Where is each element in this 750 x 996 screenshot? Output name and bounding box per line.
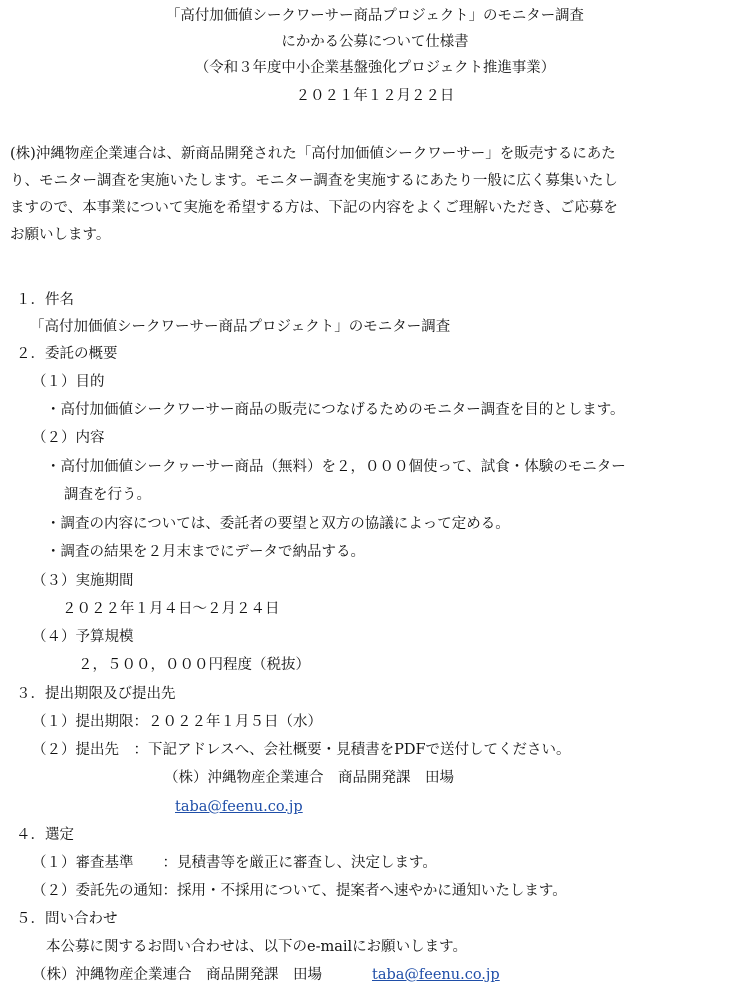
section-2-heading: ２．委託の概要 bbox=[16, 346, 118, 362]
section-5-contact: （株）沖縄物産企業連合 商品開発課 田場 bbox=[32, 967, 322, 983]
section-5-heading: ５．問い合わせ bbox=[16, 911, 118, 927]
section-2-sub-3-heading: （３）実施期間 bbox=[32, 573, 134, 589]
section-2-sub-2-item-3: ・調査の結果を２月末までにデータで納品する。 bbox=[46, 544, 365, 560]
section-3-heading: ３．提出期限及び提出先 bbox=[16, 686, 176, 702]
section-1-heading: １．件名 bbox=[16, 292, 74, 308]
section-2-sub-2-item-2: ・調査の内容については、委託者の要望と双方の協議によって定める。 bbox=[46, 516, 510, 532]
section-4-item-2: （２）委託先の通知：採用・不採用について、提案者へ速やかに通知いたします。 bbox=[32, 883, 567, 899]
intro-line-2: り、モニター調査を実施いたします。モニター調査を実施するにあたり一般に広く募集いたし bbox=[10, 173, 618, 189]
section-3-contact: （株）沖縄物産企業連合 商品開発課 田場 bbox=[164, 770, 454, 786]
section-1-body: 「高付加価値シークワーサー商品プロジェクト」のモニター調査 bbox=[30, 319, 451, 335]
section-5-body: 本公募に関するお問い合わせは、以下のe-mailにお願いします。 bbox=[46, 939, 467, 955]
section-2-sub-3-value: ２０２２年１月４日～２月２４日 bbox=[62, 601, 280, 617]
section-2-sub-4-value: ２，５００，０００円程度（税抜） bbox=[78, 657, 310, 673]
section-2-sub-2-heading: （２）内容 bbox=[32, 430, 105, 446]
document-date: ２０２１年１２月２２日 bbox=[295, 88, 455, 104]
intro-line-4: お願いします。 bbox=[10, 227, 111, 243]
intro-line-1: (株)沖縄物産企業連合は、新商品開発された「高付加価値シークワーサー」を販売するにあた bbox=[10, 146, 616, 162]
section-2-sub-1-item-1: ・高付加価値シークワーサー商品の販売につなげるためのモニター調査を目的とします。 bbox=[46, 402, 625, 418]
section-2-sub-2-item-1-line-2: 調査を行う。 bbox=[64, 487, 151, 503]
section-3-email-link[interactable]: taba@feenu.co.jp bbox=[175, 799, 303, 815]
section-2-sub-1-heading: （１）目的 bbox=[32, 374, 105, 390]
section-3-item-1: （１）提出期限：２０２２年１月５日（水） bbox=[32, 714, 322, 730]
title-line-1: 「高付加価値シークワーサー商品プロジェクト」のモニター調査 bbox=[166, 8, 584, 24]
section-2-sub-4-heading: （４）予算規模 bbox=[32, 629, 134, 645]
section-3-item-2: （２）提出先 ：下記アドレスへ、会社概要・見積書をPDFで送付してください。 bbox=[32, 742, 571, 758]
title-line-2: にかかる公募について仕様書 bbox=[281, 34, 469, 50]
section-4-item-1: （１）審査基準 ：見積書等を厳正に審査し、決定します。 bbox=[32, 855, 437, 871]
section-2-sub-2-item-1-line-1: ・高付加価値シークヮーサー商品（無料）を２，０００個使って、試食・体験のモニター bbox=[46, 459, 626, 475]
title-line-3: （令和３年度中小企業基盤強化プロジェクト推進事業） bbox=[194, 60, 556, 76]
section-4-heading: ４．選定 bbox=[16, 827, 74, 843]
intro-line-3: ますので、本事業について実施を希望する方は、下記の内容をよくご理解いただき、ご応募を bbox=[10, 200, 618, 216]
section-5-email-link[interactable]: taba@feenu.co.jp bbox=[372, 967, 500, 983]
